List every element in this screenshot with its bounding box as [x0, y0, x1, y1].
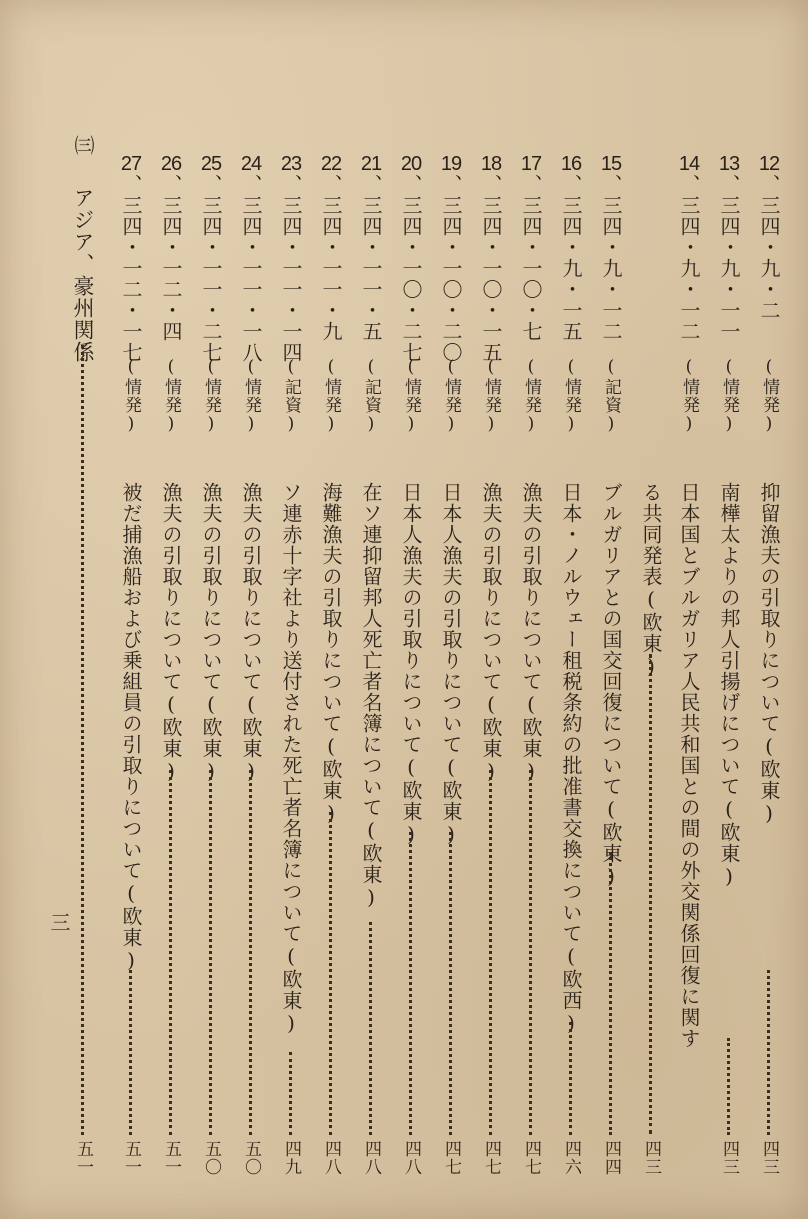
entry-20 [394, 152, 428, 1192]
dotted-leader [609, 852, 612, 1135]
entry-14 [672, 152, 706, 1192]
entry-page: 四六 [561, 1140, 581, 1176]
entry-number: 15 [600, 153, 622, 175]
entry-page: 四八 [321, 1140, 341, 1176]
entry-title: ソ連赤十字社より送付された死亡者名簿について(欧東) [279, 482, 303, 1036]
dotted-leader [569, 1022, 572, 1135]
entry-source: (情発) [719, 357, 739, 435]
entry-date: 、三四・一一・一八 [239, 174, 263, 363]
entry-page: 四七 [441, 1140, 461, 1176]
entry-page: 四七 [521, 1140, 541, 1176]
entry-22 [314, 152, 348, 1192]
section-page: 五一 [73, 1140, 93, 1176]
entry-title: 漁夫の引取りについて(欧東) [479, 482, 503, 784]
entry-page: 五一 [161, 1140, 181, 1176]
entry-number: 25 [200, 153, 222, 175]
page-number: 三 [47, 912, 71, 933]
entry-title: 日本人漁夫の引取りについて(欧東) [439, 482, 463, 847]
entry-source: (情発) [161, 357, 181, 435]
entry-date: 、三四・九・一一 [717, 174, 741, 342]
entry-title: 在ソ連抑留邦人死亡者名簿について(欧東) [359, 482, 383, 910]
entry-title: 漁夫の引取りについて(欧東) [239, 482, 263, 784]
entry-title: 日本国とブルガリア人民共和国との間の外交関係回復に関す [677, 482, 701, 1049]
entry-21 [354, 152, 388, 1192]
dotted-leader [489, 770, 492, 1135]
entry-date: 、三四・一二・四 [159, 174, 183, 342]
entry-title: 被だ捕漁船および乗組員の引取りについて(欧東) [119, 482, 143, 973]
entry-title: 漁夫の引取りについて(欧東) [199, 482, 223, 784]
entry-source: (記資) [601, 357, 621, 435]
entry-page: 四三 [759, 1140, 779, 1176]
entry-date: 、三四・九・一二 [599, 174, 623, 342]
entry-source: (情発) [201, 357, 221, 435]
entry-title: 日本人漁夫の引取りについて(欧東) [399, 482, 423, 847]
entry-title-continued: る共同発表(欧東) [639, 482, 663, 679]
entry-number: 22 [320, 153, 342, 175]
entry-date: 、三四・一〇・二〇 [439, 174, 463, 363]
dotted-leader [409, 832, 412, 1135]
dotted-leader [81, 345, 84, 1135]
entry-page: 五一 [121, 1140, 141, 1176]
dotted-leader [209, 770, 212, 1135]
entry-title: ブルガリアとの国交回復について(欧東) [599, 482, 623, 889]
dotted-leader [249, 770, 252, 1135]
entry-title: 漁夫の引取りについて(欧東) [159, 482, 183, 784]
section-asia-australia [66, 135, 100, 1195]
entry-page: 四三 [719, 1140, 739, 1176]
entry-source: (情発) [401, 357, 421, 435]
entry-page: 四四 [601, 1140, 621, 1176]
entry-13 [712, 152, 746, 1192]
entry-25 [194, 152, 228, 1192]
entry-date: 、三四・一〇・七 [519, 174, 543, 342]
entry-26 [154, 152, 188, 1192]
entry-17 [514, 152, 548, 1192]
entry-number: 17 [520, 153, 542, 175]
dotted-leader [169, 770, 172, 1135]
entry-number: 12 [758, 153, 780, 175]
entry-number: 24 [240, 153, 262, 175]
entry-date: 、三四・一一・二七 [199, 174, 223, 363]
entry-source: (情発) [679, 357, 699, 435]
entry-number: 23 [280, 153, 302, 175]
entry-number: 26 [160, 153, 182, 175]
entry-19 [434, 152, 468, 1192]
entry-number: 19 [440, 153, 462, 175]
entry-number: 13 [718, 153, 740, 175]
entry-14-continued [634, 482, 668, 1192]
entry-page: 四七 [481, 1140, 501, 1176]
entry-number: 20 [400, 153, 422, 175]
dotted-leader [529, 770, 532, 1135]
entry-page: 四八 [401, 1140, 421, 1176]
entry-title: 漁夫の引取りについて(欧東) [519, 482, 543, 784]
entry-date: 、三四・一〇・二七 [399, 174, 423, 363]
entry-page: 四三 [641, 1140, 661, 1176]
section-mark: ㈢ [71, 135, 95, 156]
entry-page: 四九 [281, 1140, 301, 1176]
entry-15 [594, 152, 628, 1192]
entry-date: 、三四・一一・五 [359, 174, 383, 342]
section-title: アジア、豪州関係 [71, 187, 95, 363]
entry-source: (情発) [441, 357, 461, 435]
entry-date: 、三四・一一・一四 [279, 174, 303, 363]
dotted-leader [329, 812, 332, 1135]
dotted-leader [129, 970, 132, 1135]
dotted-leader [289, 1052, 292, 1135]
entry-source: (情発) [561, 357, 581, 435]
entry-16 [554, 152, 588, 1192]
entry-number: 18 [480, 153, 502, 175]
entry-page: 五〇 [201, 1140, 221, 1176]
dotted-leader [649, 654, 652, 1134]
entry-number: 16 [560, 153, 582, 175]
entry-source: (情発) [759, 357, 779, 435]
entry-date: 、三四・一一・九 [319, 174, 343, 342]
entry-date: 、三四・一二・一七 [119, 174, 143, 363]
entry-source: (情発) [321, 357, 341, 435]
entry-source: (情発) [521, 357, 541, 435]
entry-source: (記資) [281, 357, 301, 435]
entry-12 [752, 152, 786, 1192]
dotted-leader [449, 832, 452, 1135]
entry-date: 、三四・九・一二 [677, 174, 701, 342]
entry-number: 21 [360, 153, 382, 175]
dotted-leader [369, 922, 372, 1135]
entry-23 [274, 152, 308, 1192]
entry-date: 、三四・九・一五 [559, 174, 583, 342]
dotted-leader [727, 1038, 730, 1135]
entry-number: 27 [120, 153, 142, 175]
entry-date: 、三四・九・二 [757, 174, 781, 321]
entry-source: (情発) [121, 357, 141, 435]
entry-title: 海難漁夫の引取りについて(欧東) [319, 482, 343, 826]
entry-title: 抑留漁夫の引取りについて(欧東) [757, 482, 781, 826]
entry-title: 日本・ノルウェー租税条約の批准書交換について(欧西) [559, 482, 583, 1036]
entry-24 [234, 152, 268, 1192]
entry-title: 南樺太よりの邦人引揚げについて(欧東) [717, 482, 741, 889]
entry-page: 五〇 [241, 1140, 261, 1176]
dotted-leader [767, 970, 770, 1135]
entry-source: (記資) [361, 357, 381, 435]
entry-18 [474, 152, 508, 1192]
entry-source: (情発) [241, 357, 261, 435]
entry-number: 14 [678, 153, 700, 175]
entry-date: 、三四・一〇・一五 [479, 174, 503, 363]
entry-page: 四八 [361, 1140, 381, 1176]
entry-27 [114, 152, 148, 1192]
entry-source: (情発) [481, 357, 501, 435]
